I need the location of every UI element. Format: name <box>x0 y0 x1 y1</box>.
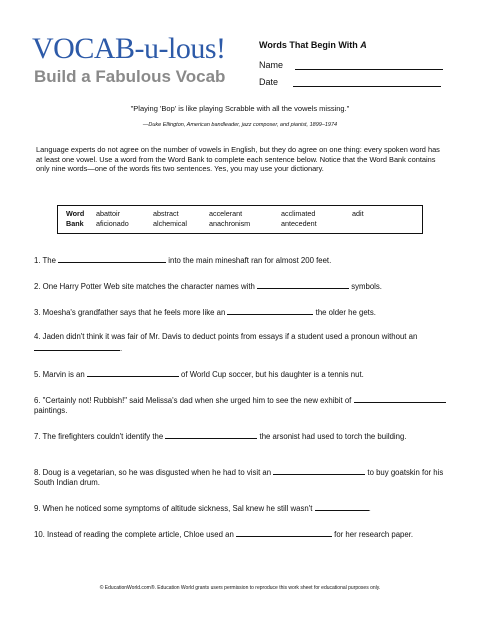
sentence-text: 1. The <box>34 256 59 265</box>
answer-blank[interactable] <box>315 502 369 511</box>
sentence-text: 9. When he noticed some symptoms of altitude sickness, Sal knew he still wasn't <box>34 504 315 513</box>
sentence-text: paintings. <box>34 406 68 415</box>
copyright-footer: © EducationWorld.com®. Education World grants users permission to reproduce this work sheet for educational purposes only. <box>99 585 381 591</box>
sentence-4 <box>34 332 446 354</box>
answer-blank[interactable] <box>273 466 365 475</box>
answer-blank[interactable] <box>227 306 313 315</box>
answer-blank[interactable] <box>236 528 332 537</box>
sentence-text: 5. Marvin is an <box>34 370 87 379</box>
sentence-text: 10. Instead of reading the complete article, Chloe used an <box>34 530 236 539</box>
name-field[interactable] <box>259 60 443 70</box>
word-bank-word: adit <box>352 209 364 218</box>
sentence-text: 4. Jaden didn't think it was fair of Mr. Davis to deduct points from essays if a student used a pronoun without an <box>34 332 418 341</box>
word-bank-word: alchemical <box>153 219 187 228</box>
word-bank-word: acclimated <box>281 209 316 218</box>
word-bank-word: abstract <box>153 209 179 218</box>
sentence-text: 3. Moesha's grandfather says that he feels more like an <box>34 308 228 317</box>
logo-subtitle: Build a Fabulous Vocab <box>34 67 226 86</box>
name-line[interactable] <box>295 60 443 70</box>
sentence-text: into the main mineshaft ran for almost 200 feet. <box>166 256 332 265</box>
sentence-8 <box>34 466 446 488</box>
sentence-text: the arsonist had used to torch the building. <box>257 432 407 441</box>
sentence-text: for her research paper. <box>331 530 414 539</box>
word-bank-word: antecedent <box>281 219 317 228</box>
word-bank-word: abattoir <box>96 209 120 218</box>
word-bank-word: accelerant <box>209 209 243 218</box>
word-bank-label <box>66 209 96 229</box>
answer-blank[interactable] <box>354 394 446 403</box>
date-label: Date <box>259 77 279 87</box>
date-line[interactable] <box>293 77 441 87</box>
quote-text: "Playing 'Bop' is like playing Scrabble with all the vowels missing." <box>130 104 350 113</box>
instructions: Language experts do not agree on the number of vowels in English, but they do agree on one thing: every spoken word has at least one vowel. Use a word from the Word Bank to complete each sentence below. Notice that the Word Bank contains only nine words—one of the words fits two sentences. Yes, you may use your dictionary. <box>36 145 440 174</box>
answer-blank[interactable] <box>257 280 349 289</box>
answer-blank[interactable] <box>34 342 123 353</box>
sentence-text: the older he gets. <box>313 308 376 317</box>
sentence-text: . <box>368 504 371 513</box>
sentence-text: 7. The firefighters couldn't identify the <box>34 432 166 441</box>
sentence-3 <box>34 306 446 318</box>
sentence-10 <box>34 528 446 540</box>
answer-blank[interactable] <box>165 430 257 439</box>
sentence-6 <box>34 394 446 416</box>
word-bank <box>57 205 423 234</box>
logo-title: VOCAB-u-lous! <box>32 32 226 65</box>
word-bank-word: anachronism <box>209 219 251 228</box>
worksheet-title-prefix: Words That Begin With <box>259 40 361 50</box>
sentence-text: to buy goatskin for his South Indian drum. <box>34 468 444 487</box>
word-bank-word: aficionado <box>96 219 129 228</box>
sentence-1 <box>34 254 446 266</box>
sentence-9 <box>34 502 446 514</box>
sentence-text: 8. Doug is a vegetarian, so he was disgusted when he had to visit an <box>34 468 274 477</box>
sentence-5 <box>34 368 446 380</box>
sentence-text: 6. "Certainly not! Rubbish!" said Melissa's dad when she urged him to see the new exhibit of <box>34 396 354 405</box>
sentence-text: 2. One Harry Potter Web site matches the character names with <box>34 282 258 291</box>
sentence-text: . <box>120 344 123 353</box>
answer-blank[interactable] <box>87 368 179 377</box>
quote-attribution: —Duke Ellington, American bandleader, jazz composer, and pianist, 1899–1974 <box>142 122 338 128</box>
word-bank-label-line1: Word <box>66 209 85 218</box>
worksheet-title <box>259 40 367 50</box>
worksheet-title-letter: A <box>360 40 367 50</box>
sentence-7 <box>34 430 446 442</box>
word-bank-label-line2: Bank <box>66 219 84 228</box>
date-field[interactable] <box>259 77 441 87</box>
name-label: Name <box>259 60 284 70</box>
sentence-text: of World Cup soccer, but his daughter is a tennis nut. <box>178 370 364 379</box>
sentence-text: symbols. <box>349 282 382 291</box>
sentence-2 <box>34 280 446 292</box>
answer-blank[interactable] <box>58 254 166 263</box>
